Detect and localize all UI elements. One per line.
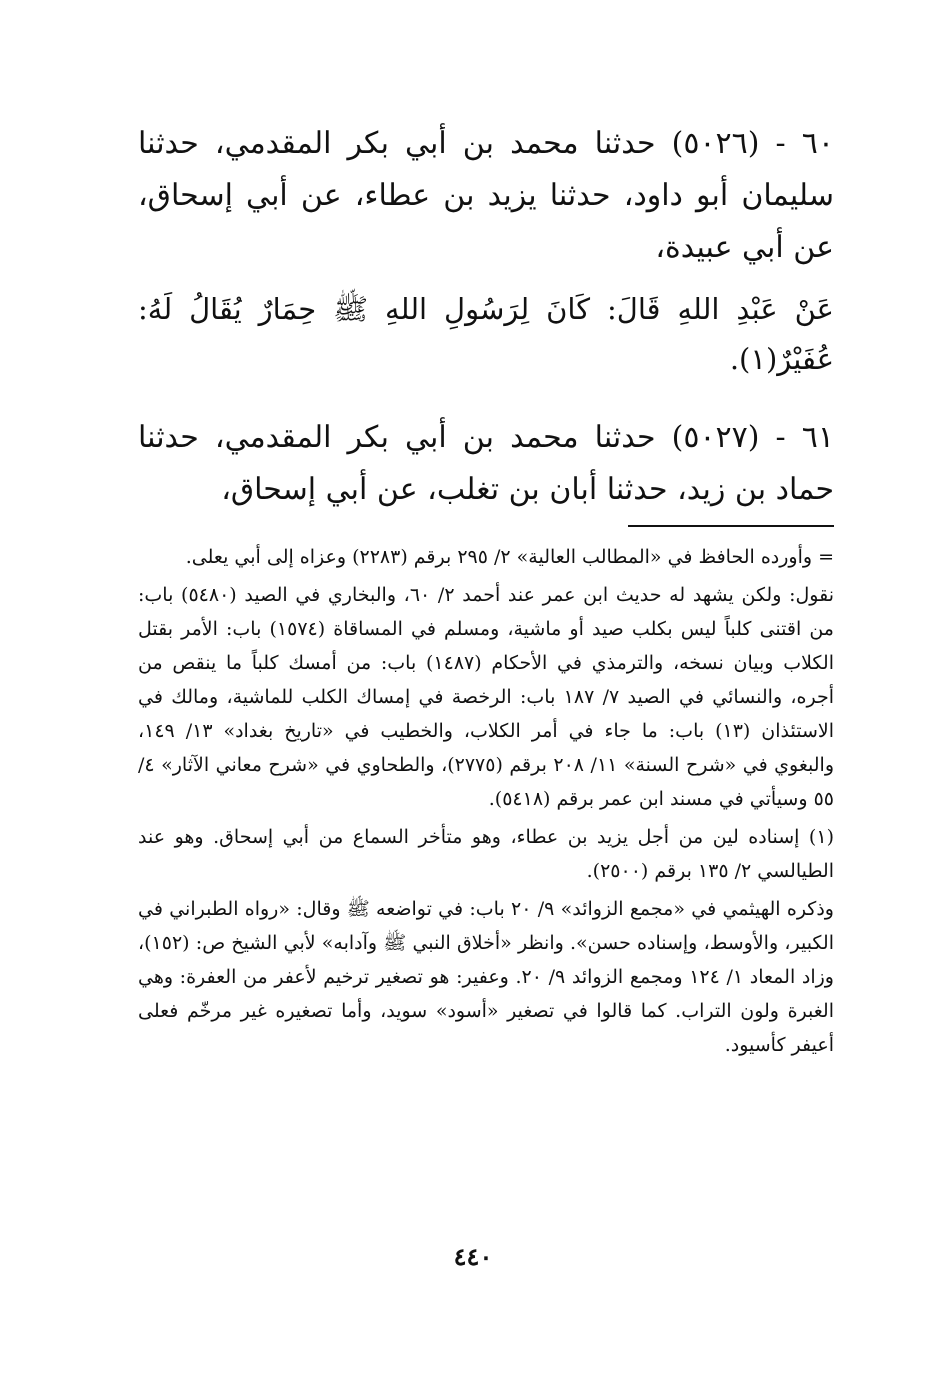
footnote-continuation: = وأورده الحافظ في «المطالب العالية» ٢/ ٢٩٥ برقم (٢٢٨٣) وعزاه إلى أبي يعلى.: [185, 546, 834, 568]
footnote-divider: [628, 525, 834, 527]
footnote-1: (١) إسناده لين من أجل يزيد بن عطاء، وهو متأخر السماع من أبي إسحاق. وهو عند الطيالسي ٢/ ١٣٥ برقم (٢٥٠٠).: [138, 826, 834, 882]
page-number: ٤٤٠: [453, 1242, 493, 1271]
footnotes: [138, 540, 834, 1066]
footnote-1-continued: وذكره الهيثمي في «مجمع الزوائد» ٩/ ٢٠ باب: في تواضعه ﷺ وقال: «رواه الطبراني في الكبير، والأوسط، وإسناده حسن». وانظر «أخلاق النبي ﷺ وآدابه» لأبي الشيخ ص: (١٥٢)، وزاد المعاد ١/ ١٢٤ ومجمع الزوائد ٩/ ٢٠. وعفير: هو تصغير ترخيم لأعفر من العفرة: وهي الغبرة ولون التراب. كما قالوا في تصغير «أسود» سويد، وأما تصغيره غير مرخّم فعلى أعيفر كأسيود.: [138, 898, 834, 1056]
footnote-comment: نقول: ولكن يشهد له حديث ابن عمر عند أحمد ٢/ ٦٠، والبخاري في الصيد (٥٤٨٠) باب: من اقتنى كلباً ليس بكلب صيد أو ماشية، ومسلم في المساقاة (١٥٧٤) باب: الأمر بقتل الكلاب وبيان نسخه، والترمذي في الأحكام (١٤٨٧) باب: من أمسك كلباً ما ينقص من أجره، والنسائي في الصيد ٧/ ١٨٧ باب: الرخصة في إمساك الكلب للماشية، ومالك في الاستئذان (١٣) باب: ما جاء في أمر الكلاب، والخطيب في «تاريخ بغداد» ١٣/ ١٤٩، والبغوي في «شرح السنة» ١١/ ٢٠٨ برقم (٢٧٧٥)، والطحاوي في «شرح معاني الآثار» ٤/ ٥٥ وسيأتي في مسند ابن عمر برقم (٥٤١٨).: [138, 584, 835, 810]
hadith-chain-60: ٦٠ - (٥٠٢٦) حدثنا محمد بن أبي بكر المقدمي، حدثنا سليمان أبو داود، حدثنا يزيد بن عطاء، عن أبي إسحاق، عن أبي عبيدة،: [138, 126, 834, 265]
hadith-chain-61: ٦١ - (٥٠٢٧) حدثنا محمد بن أبي بكر المقدمي، حدثنا حماد بن زيد، حدثنا أبان بن تغلب، عن أبي إسحاق،: [138, 420, 834, 507]
hadith-text-60: عَنْ عَبْدِ اللهِ قَالَ: كَانَ لِرَسُولِ اللهِ ﷺ حِمَارٌ يُقَالُ لَهُ: عُفَيْرٌ(١).: [138, 292, 834, 376]
main-text: [138, 118, 834, 516]
